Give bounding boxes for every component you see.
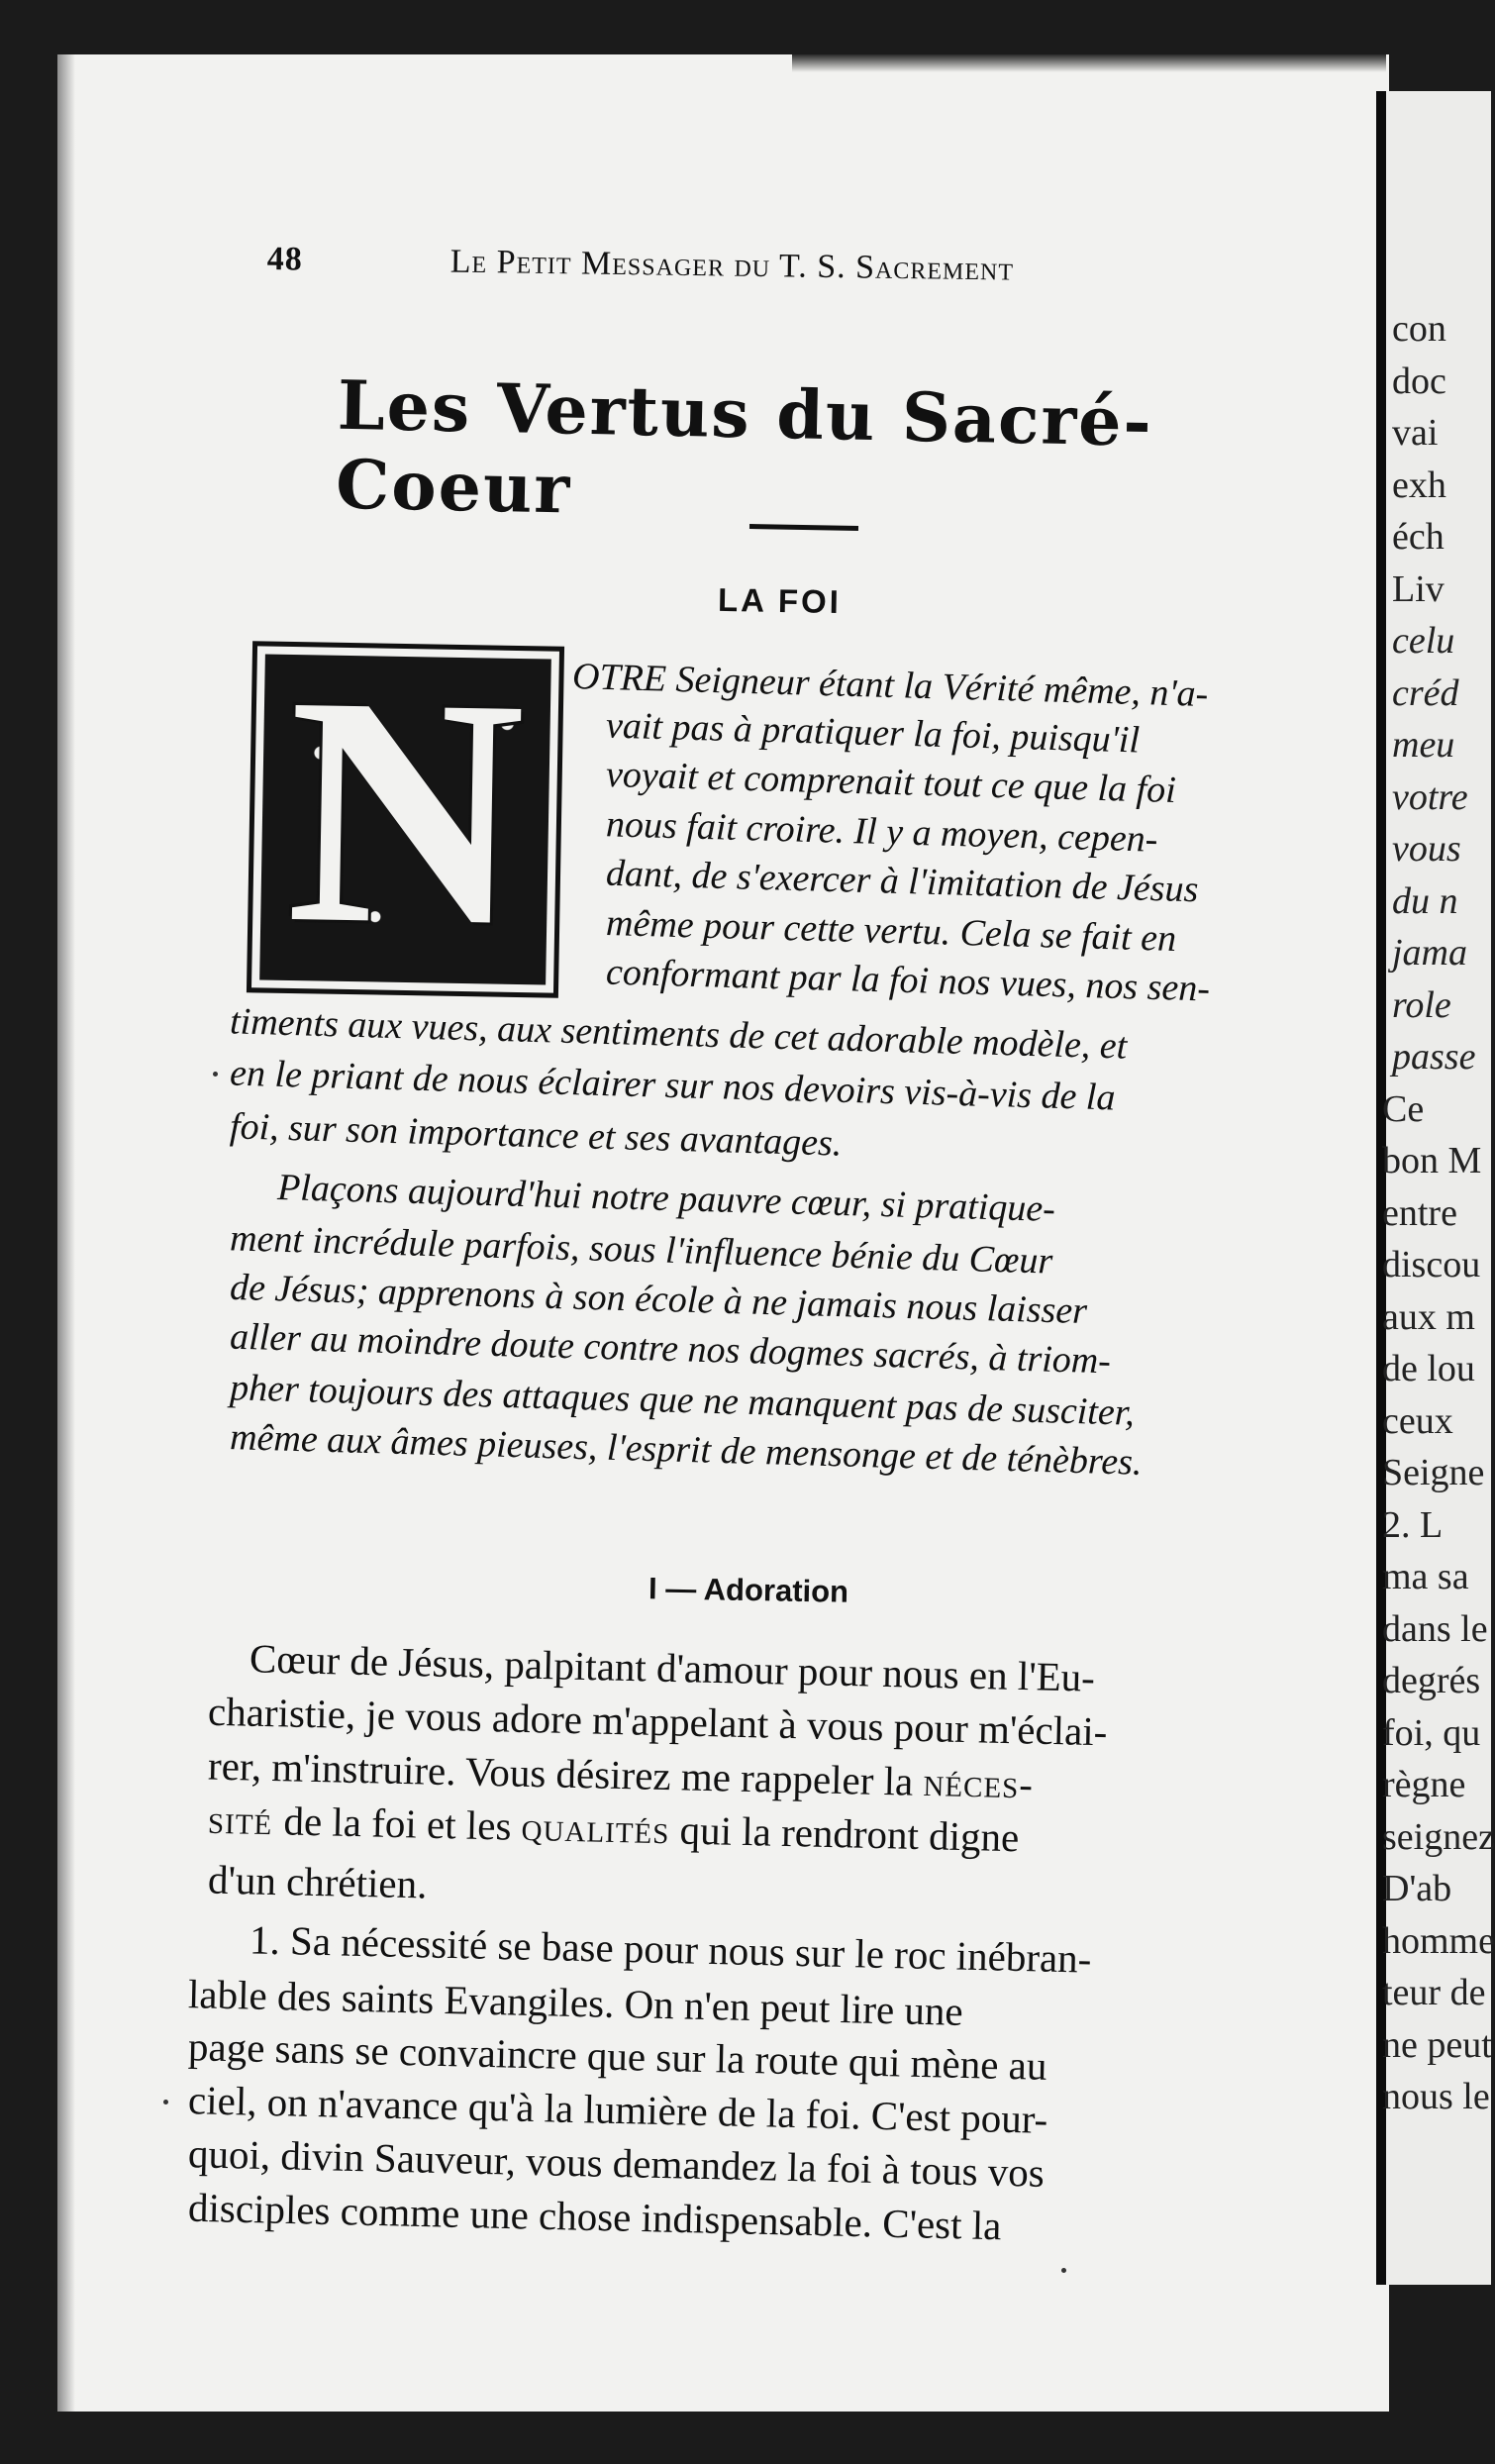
facing-page-line: jama — [1392, 932, 1467, 974]
intro-line: nous fait croire. Il y a moyen, cepen- — [605, 803, 1158, 861]
facing-page-line: créd — [1392, 671, 1459, 714]
small-caps-term: néces- — [923, 1758, 1035, 1807]
facing-page-line: teur de — [1382, 1972, 1486, 2013]
facing-page-line: ne peut — [1382, 2023, 1492, 2066]
intro-line: aller au moindre doute contre nos dogmes sacrés, à triom- — [229, 1315, 1112, 1383]
dropcap-ornament — [247, 628, 564, 997]
facing-page-line: exh — [1392, 463, 1446, 506]
body-line-text: charistie, je vous adore m'appelant à vous pour m'éclai- — [207, 1688, 1108, 1755]
facing-page-line: Liv — [1392, 567, 1445, 610]
facing-page-line: 2. L — [1382, 1503, 1444, 1546]
article-title: Les Vertus du Sacré-Coeur — [335, 365, 1154, 530]
dust-speck — [1061, 2268, 1066, 2273]
facing-page-line: Seigne — [1382, 1452, 1485, 1493]
running-head: Le Petit Messager du T. S. Sacrement — [449, 243, 1015, 288]
facing-page-line: degrés — [1382, 1660, 1481, 1701]
small-caps-term: qualités — [521, 1802, 670, 1853]
facing-page-line: role — [1392, 983, 1451, 1026]
facing-page — [1376, 91, 1495, 2285]
body-line-text: de la foi et les — [283, 1797, 523, 1849]
body-line-text: quoi, divin Sauveur, vous demandez la foi à tous vos — [187, 2130, 1046, 2196]
facing-page-line: nous le — [1382, 2076, 1490, 2117]
facing-page-line: entre — [1382, 1191, 1457, 1234]
facing-page-line: meu — [1392, 724, 1455, 766]
subheading-adoration: I — Adoration — [648, 1571, 849, 1609]
facing-page-line: bon M — [1382, 1140, 1482, 1181]
intro-line: de Jésus; apprenons à son école à ne jamais nous laisser — [229, 1266, 1088, 1333]
page-number: 48 — [266, 241, 304, 278]
facing-page-line: ceux — [1382, 1399, 1453, 1442]
small-caps-term: sité — [207, 1796, 285, 1844]
facing-page-line: aux m — [1382, 1295, 1475, 1338]
facing-page-line: passe — [1392, 1036, 1476, 1078]
intro-line: vait pas à pratiquer la foi, puisqu'il — [605, 704, 1141, 762]
body-line-text: rer, m'instruire. Vous désirez me rappeler la — [207, 1742, 925, 1804]
page-top-shadow — [792, 54, 1386, 72]
body-line-text: lable des saints Evangiles. On n'en peut lire une — [187, 1971, 964, 2034]
facing-page-line: votre — [1392, 775, 1468, 818]
section-title: LA FOI — [717, 580, 843, 621]
facing-page-line: con — [1392, 308, 1446, 350]
intro-line: foi, sur son importance et ses avantages. — [229, 1105, 843, 1165]
intro-line: voyait et comprenait tout ce que la foi — [605, 753, 1177, 812]
facing-page-line: ma sa — [1382, 1556, 1469, 1597]
facing-page-line: celu — [1392, 620, 1455, 662]
dropcap-letter: N — [284, 628, 527, 995]
facing-page-line: D'ab — [1382, 1868, 1452, 1909]
intro-line: même aux âmes pieuses, l'esprit de mensonge et de ténèbres. — [229, 1416, 1144, 1484]
facing-page-line: Ce — [1382, 1087, 1425, 1130]
body-line — [207, 1855, 427, 1907]
intro-line: ment incrédule parfois, sous l'influence bénie du Cœur — [229, 1217, 1053, 1283]
body-line-text: 1. Sa nécessité se base pour nous sur le roc inébran- — [249, 1916, 1092, 1982]
intro-line: dant, de s'exercer à l'imitation de Jésus — [605, 852, 1199, 911]
intro-line: OTRE Seigneur étant la Vérité même, n'a- — [571, 656, 1209, 715]
facing-page-line: vous — [1392, 828, 1461, 870]
intro-line: Plaçons aujourd'hui notre pauvre cœur, si pratique- — [276, 1167, 1056, 1230]
page-edge-shadow — [57, 54, 75, 2412]
body-line-text: ciel, on n'avance qu'à la lumière de la foi. C'est pour- — [187, 2077, 1048, 2142]
facing-page-line: éch — [1392, 516, 1445, 558]
facing-page-line: foi, qu — [1382, 1711, 1481, 1754]
dust-speck — [163, 2100, 168, 2105]
dust-speck — [213, 1072, 218, 1077]
intro-line: en le priant de nous éclairer sur nos devoirs vis-à-vis de la — [229, 1052, 1117, 1119]
body-line-text: d'un chrétien. — [207, 1856, 428, 1907]
facing-page-line: homme — [1382, 1919, 1495, 1962]
facing-page-line: doc — [1392, 359, 1446, 402]
facing-page-line: règne — [1382, 1764, 1466, 1805]
intro-line: timents aux vues, aux sentiments de cet adorable modèle, et — [229, 1000, 1128, 1068]
facing-page-line: dans le — [1382, 1607, 1488, 1650]
intro-line: même pour cette vertu. Cela se fait en — [605, 901, 1177, 961]
body-line-tail: qui la rendront digne — [668, 1806, 1020, 1861]
facing-page-line: vai — [1392, 412, 1439, 454]
body-line-text: page sans se convaincre que sur la route qui mène au — [187, 2023, 1047, 2089]
facing-page-line: discou — [1382, 1244, 1481, 1285]
facing-page-line: seignez — [1382, 1815, 1495, 1858]
intro-line: conformant par la foi nos vues, nos sen- — [605, 951, 1211, 1010]
body-line-text: Cœur de Jésus, palpitant d'amour pour nous en l'Eu- — [249, 1635, 1096, 1700]
facing-page-line: du n — [1392, 879, 1458, 922]
intro-line: pher toujours des attaques que ne manquent pas de susciter, — [229, 1367, 1136, 1434]
body-line-text: disciples comme une chose indispensable. C'est la — [187, 2184, 1002, 2249]
facing-page-line: de lou — [1382, 1348, 1475, 1389]
